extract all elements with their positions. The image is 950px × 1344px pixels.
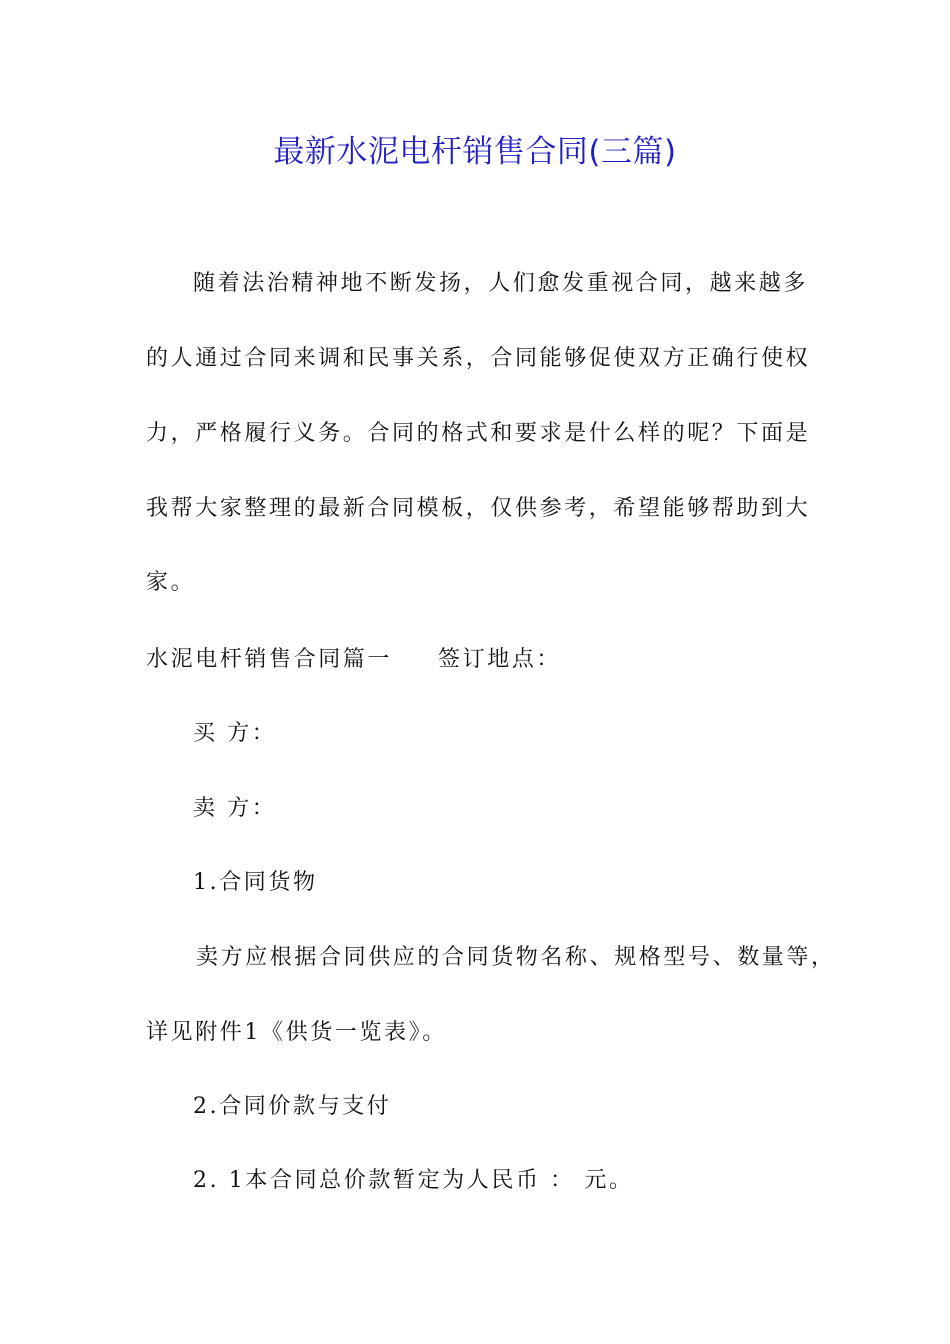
buyer-label: 买 方： [193,721,277,746]
clause-1-title: 1.合同货物 [193,870,318,895]
intro-line-5: 家。 [146,570,196,595]
intro-line-3: 力，严格履行义务。合同的格式和要求是什么样的呢？下面是 [146,421,811,446]
signing-place-label: 签订地点： [438,647,562,672]
clause-2-1: 2. 1本合同总价款暂定为人民币 ： 元。 [193,1168,634,1193]
document-title: 最新水泥电杆销售合同(三篇) [273,134,677,170]
section-heading-line [146,645,836,675]
clause-1-body-line-2: 详见附件1《供货一览表》。 [146,1020,447,1045]
seller-label: 卖 方： [193,796,277,821]
intro-line-4: 我帮大家整理的最新合同模板，仅供参考，希望能够帮助到大 [146,496,811,521]
section-heading: 水泥电杆销售合同篇一 [146,647,393,672]
clause-1-body-line-1: 卖方应根据合同供应的合同货物名称、规格型号、数量等， [196,945,836,970]
clause-2-title: 2.合同价款与支付 [193,1094,392,1119]
intro-line-2: 的人通过合同来调和民事关系，合同能够促使双方正确行使权 [146,346,811,371]
intro-line-1: 随着法治精神地不断发扬，人们愈发重视合同，越来越多 [193,271,809,296]
